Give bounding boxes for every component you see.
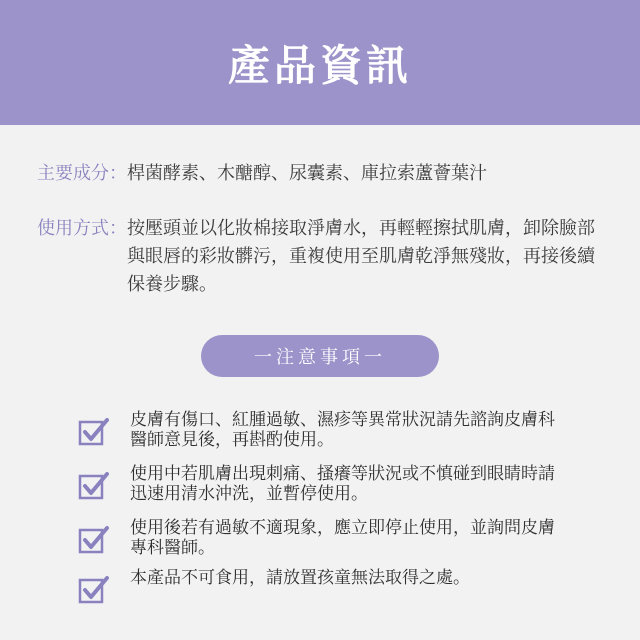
notice-text: 使用後若有過敏不適現象，應立即停止使用，並詢問皮膚專科醫師。 bbox=[130, 518, 555, 558]
notice-item bbox=[78, 410, 588, 450]
ingredients-row bbox=[37, 160, 607, 188]
checkbox-check-icon bbox=[78, 470, 110, 502]
notice-text: 使用中若肌膚出現刺痛、搔癢等狀況或不慎碰到眼睛時請迅速用清水沖洗，並暫停使用。 bbox=[130, 464, 555, 504]
header-banner bbox=[0, 0, 640, 125]
notice-item bbox=[78, 464, 588, 504]
ingredients-label: 主要成分 bbox=[37, 163, 109, 184]
notice-item bbox=[78, 518, 588, 558]
notice-text: 本產品不可食用，請放置孩童無法取得之處。 bbox=[130, 568, 470, 588]
checkbox-check-icon bbox=[78, 524, 110, 556]
checkbox-check-icon bbox=[78, 574, 110, 606]
checkbox-check-icon bbox=[78, 416, 110, 448]
ingredients-value: 桿菌酵素、木醣醇、尿囊素、庫拉索蘆薈葉汁 bbox=[127, 163, 487, 184]
usage-separator: ： bbox=[109, 218, 127, 239]
usage-row bbox=[37, 215, 607, 299]
notice-text: 皮膚有傷口、紅腫過敏、濕疹等異常狀況請先諮詢皮膚科醫師意見後，再斟酌使用。 bbox=[130, 410, 555, 450]
usage-value: 按壓頭並以化妝棉接取淨膚水，再輕輕擦拭肌膚，卸除臉部與眼唇的彩妝髒污，重複使用至肌膚乾淨無殘妝，再接後續保養步驟。 bbox=[127, 218, 595, 295]
page-title: 產品資訊 bbox=[227, 40, 412, 90]
ingredients-separator: ： bbox=[109, 163, 127, 184]
notice-item bbox=[78, 568, 588, 606]
notice-section-title: 一注意事項一 bbox=[201, 335, 439, 377]
usage-label: 使用方式 bbox=[37, 218, 109, 239]
